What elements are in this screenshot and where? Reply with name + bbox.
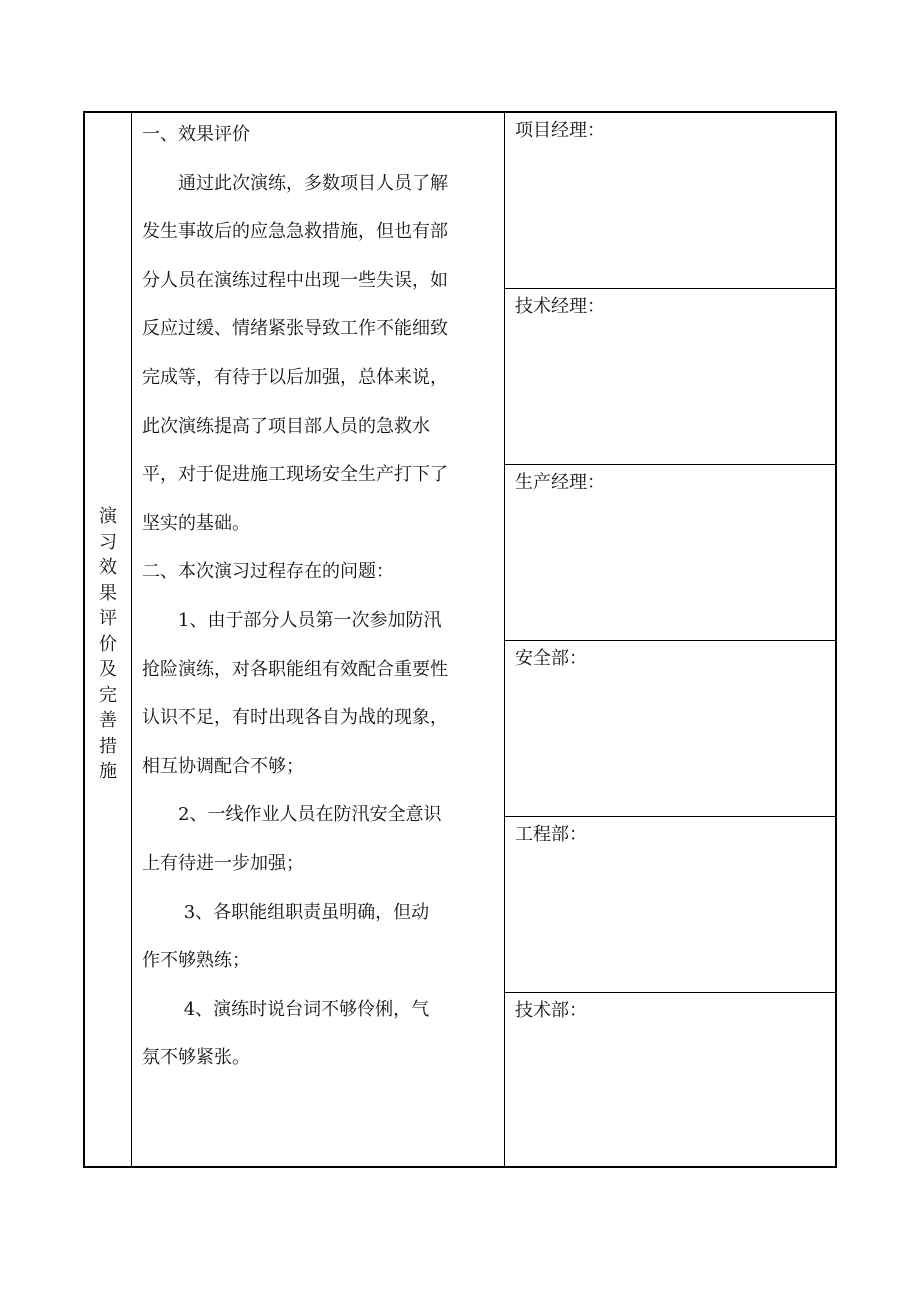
evaluation-heading: 一、效果评价: [142, 124, 250, 145]
signature-cell-project-manager: 项目经理：: [505, 113, 835, 289]
section-label-char: 及: [99, 659, 117, 681]
content-line: 抢险演练，对各职能组有效配合重要性: [142, 658, 448, 680]
content-line: 完成等，有待于以后加强，总体来说，: [142, 366, 448, 388]
content-line: 2、一线作业人员在防汛安全意识: [142, 804, 442, 826]
content-line: 分人员在演练过程中出现一些失误，如: [142, 269, 448, 291]
evaluation-table: [83, 111, 837, 1168]
section-label-char: 施: [99, 761, 117, 783]
content-line: 通过此次演练，多数项目人员了解: [142, 172, 448, 194]
section-label-char: 果: [99, 582, 117, 604]
section-label-char: 善: [99, 710, 117, 732]
section-label-cell: [85, 113, 132, 1166]
content-line: 反应过缓、情绪紧张导致工作不能细致: [142, 318, 448, 340]
section-label-char: 价: [99, 633, 117, 655]
section-label-char: 习: [99, 531, 117, 553]
section-label: [98, 504, 118, 785]
content-line: 作不够熟练；: [142, 950, 250, 972]
section-label-char: 演: [99, 506, 117, 528]
content-line: 认识不足，有时出现各自为战的现象，: [142, 707, 448, 729]
content-line: 相互协调配合不够；: [142, 755, 304, 777]
content-line: 此次演练提高了项目部人员的急救水: [142, 415, 430, 437]
signature-cell-safety-dept: 安全部：: [505, 641, 835, 817]
content-line: 4、演练时说台词不够伶俐，气: [142, 998, 430, 1020]
content-line: 1、由于部分人员第一次参加防汛: [142, 609, 442, 631]
problems-heading: 二、本次演习过程存在的问题：: [142, 561, 394, 583]
content-line: 上有待进一步加强；: [142, 852, 304, 874]
content-line: 坚实的基础。: [142, 512, 250, 534]
section-label-char: 评: [99, 608, 117, 630]
signature-cell-technical-dept: 技术部：: [515, 1000, 587, 1021]
content-line: 3、各职能组职责虽明确，但动: [142, 901, 430, 923]
signature-cell-production-manager: 生产经理：: [505, 465, 835, 641]
signature-cell-engineering-dept: 工程部：: [505, 817, 835, 993]
signature-cell-technical-manager: 技术经理：: [505, 289, 835, 465]
section-label-char: 措: [99, 735, 117, 757]
evaluation-content-cell: [132, 113, 505, 1166]
content-line: 平，对于促进施工现场安全生产打下了: [142, 464, 448, 486]
content-line: 氛不够紧张。: [142, 1047, 250, 1069]
section-label-char: 完: [99, 684, 117, 706]
content-line: 发生事故后的应急急救措施，但也有部: [142, 221, 448, 243]
signature-column: [505, 113, 835, 1166]
section-label-char: 效: [99, 557, 117, 579]
